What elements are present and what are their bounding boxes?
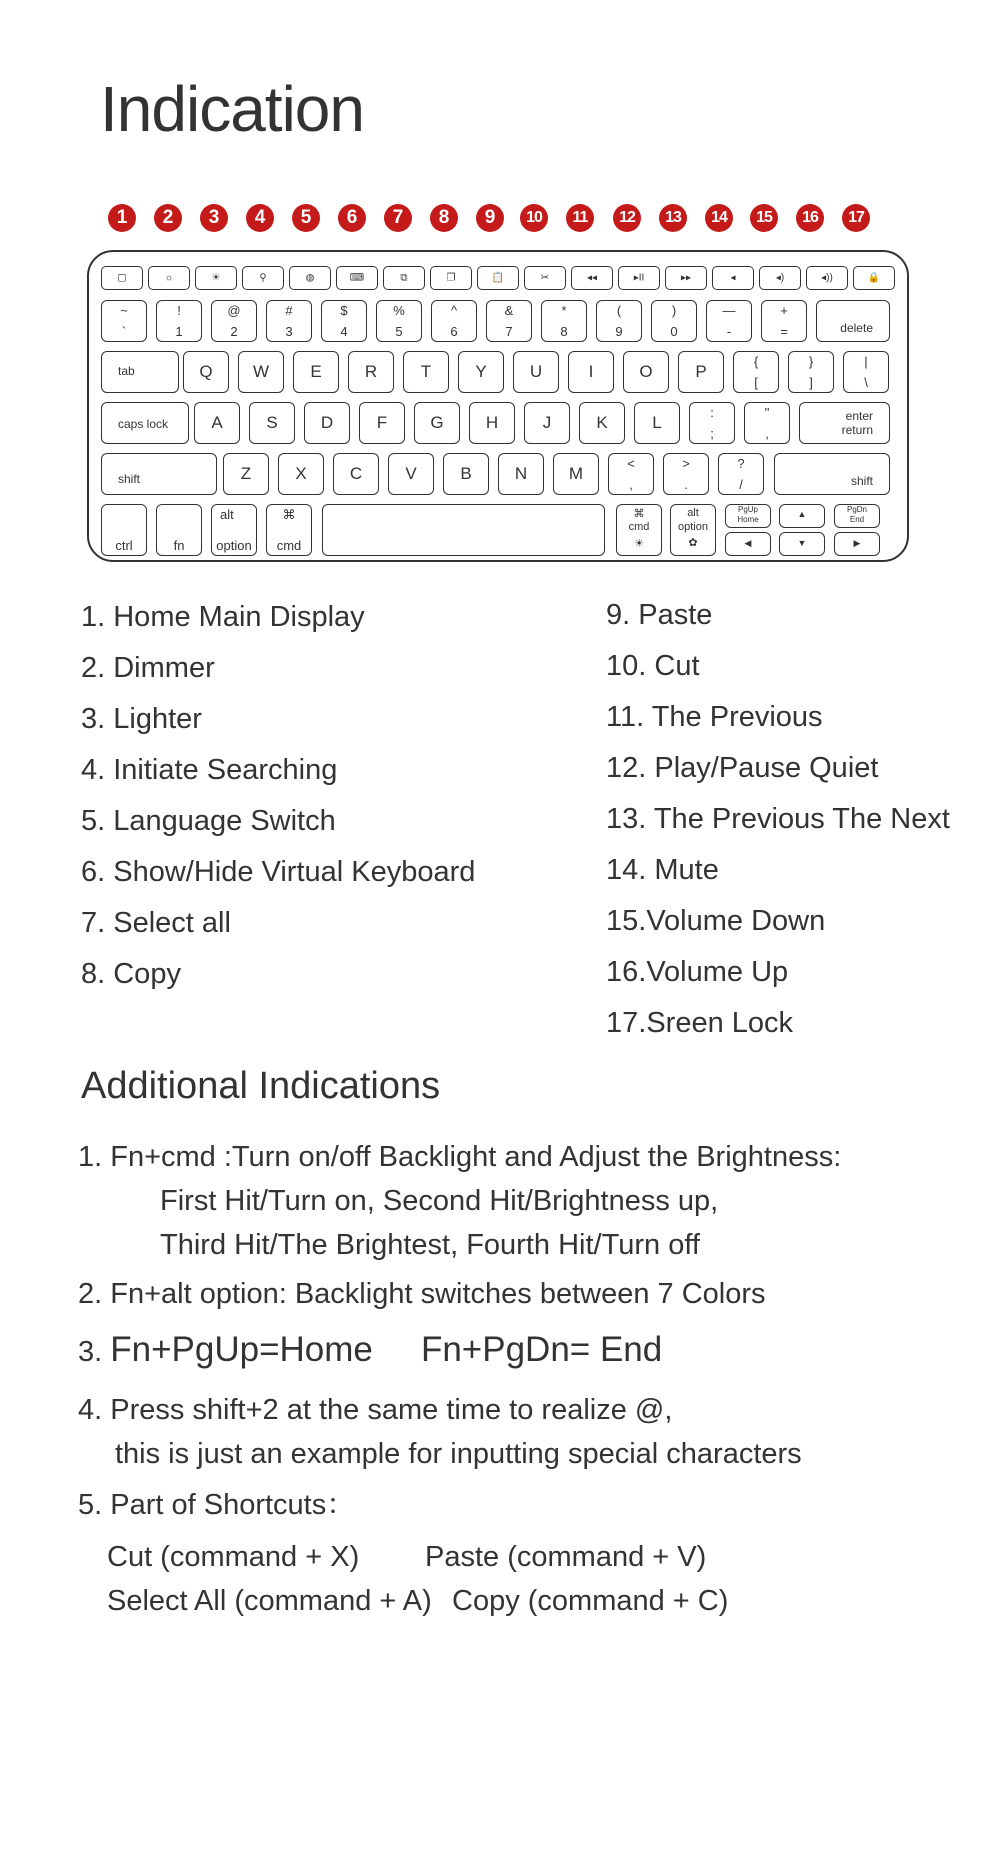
additional-item-2: 2. Fn+alt option: Backlight switches between 7 Colors [78,1278,766,1310]
key-bottom-char: 3 [285,324,293,339]
badge-2: 2 [154,204,182,232]
fn-key-13[interactable] [665,266,707,290]
shortcut-copy: Copy (command + C) [452,1585,729,1617]
key-letter: N [514,464,528,483]
volume-up-icon: ◂)) [821,272,833,284]
key-w[interactable] [238,351,284,393]
key-letter: S [266,413,278,432]
key-x[interactable] [278,453,324,495]
key-letter: G [430,413,444,432]
indication-item-12: 12. Play/Pause Quiet [606,752,879,784]
key-sym-1[interactable] [788,351,834,393]
shortcuts-block [107,1535,728,1623]
key-bottom-char: 7 [505,324,513,339]
pgup-home-text: Fn+PgUp=Home [110,1330,373,1369]
key-top-char: # [285,303,293,318]
arrow-right-icon: ▶ [853,538,861,548]
indication-item-14: 14. Mute [606,854,719,886]
key-top-char: ^ [450,303,458,318]
delete-key[interactable] [816,300,890,342]
key-bottom-char: = [780,324,788,339]
key-bottom-char: 8 [560,324,568,339]
fn-key-1[interactable] [101,266,143,290]
arrow-left-key[interactable] [725,532,771,556]
fn-key-6[interactable] [336,266,378,290]
key-9[interactable] [596,300,642,342]
keyboard-diagram [87,250,909,562]
additional-item-1-line-1: 1. Fn+cmd :Turn on/off Backlight and Adjust the Brightness: [78,1141,842,1173]
key-letter: H [485,413,499,432]
badge-7: 7 [384,204,412,232]
additional-item-4 [78,1388,802,1476]
key-letter: J [542,413,552,432]
key-v[interactable] [388,453,434,495]
option-label: option [678,521,708,533]
key-letter: Z [240,464,252,483]
key-top-char: ! [177,303,181,318]
key-bottom-char: ` [121,324,127,339]
alt-option-key[interactable] [211,504,257,556]
shift-label: shift [850,474,873,488]
key-letter: T [420,362,432,381]
key-`[interactable] [101,300,147,342]
key-top-char: % [393,303,405,318]
key-m[interactable] [553,453,599,495]
key-top-char: | [864,354,868,369]
mute-icon: ◂ [730,272,736,284]
key-letter: Q [199,362,213,381]
shortcut-select-all: Select All (command + A) [107,1585,432,1617]
key-letter: M [568,464,584,483]
key-=[interactable] [761,300,807,342]
arrow-up-key[interactable] [779,504,825,528]
key-d[interactable] [304,402,350,444]
key-top-char: ? [737,456,745,471]
next-icon: ▸▸ [680,272,692,284]
page-title: Indication [100,73,364,145]
key-j[interactable] [524,402,570,444]
badge-8: 8 [430,204,458,232]
key-top-char: & [504,303,514,318]
indication-item-3: 3. Lighter [81,703,202,735]
color-switch-icon: ✿ [688,537,698,549]
additional-item-4-line-2: this is just an example for inputting special characters [115,1438,802,1470]
fn-key-10[interactable] [524,266,566,290]
tab-key[interactable] [101,351,179,393]
fn-key-11[interactable] [571,266,613,290]
key-bottom-char: , [765,426,769,441]
alt-label: alt [220,507,234,522]
indication-item-16: 16.Volume Up [606,956,789,988]
badge-row [108,204,888,236]
lighter-icon: ☀ [211,272,221,284]
key-t[interactable] [403,351,449,393]
key-top-char: — [722,303,736,318]
key-bottom-char: 1 [175,324,183,339]
pgdn-end-text: Fn+PgDn= End [420,1330,663,1369]
key-letter: I [588,362,594,381]
key-top-char: ) [671,303,677,318]
volume-down-icon: ◂) [775,272,785,284]
fn-key-12[interactable] [618,266,660,290]
indication-item-4: 4. Initiate Searching [81,754,338,786]
indication-item-7: 7. Select all [81,907,231,939]
key-letter: Y [475,362,487,381]
previous-icon: ◂◂ [586,272,598,284]
badge-15: 15 [750,204,778,232]
shortcut-paste: Paste (command + V) [425,1541,707,1573]
search-icon: ⚲ [259,272,267,284]
key-1[interactable] [156,300,202,342]
fn-key-3[interactable] [195,266,237,290]
ctrl-label: ctrl [115,538,133,553]
key-top-char: ~ [120,303,128,318]
fn-key-9[interactable] [477,266,519,290]
key-0[interactable] [651,300,697,342]
arrow-right-key[interactable] [834,532,880,556]
key-n[interactable] [498,453,544,495]
fn-key-15[interactable] [759,266,801,290]
key-y[interactable] [458,351,504,393]
key-bottom-char: 5 [395,324,403,339]
fn-key[interactable] [156,504,202,556]
badge-9: 9 [476,204,504,232]
key-letter: P [695,362,707,381]
fn-key-17[interactable] [853,266,895,290]
cmd-label: cmd [276,538,302,553]
indication-list-right [606,590,950,1049]
key-letter: U [529,362,543,381]
ctrl-key[interactable] [101,504,147,556]
key-8[interactable] [541,300,587,342]
key-b[interactable] [443,453,489,495]
pgup-label: PgUp [737,505,758,514]
key-bottom-char: 2 [230,324,238,339]
arrow-down-key[interactable] [779,532,825,556]
key-sym4-0[interactable] [608,453,654,495]
cut-icon: ✂ [540,272,550,284]
badge-3: 3 [200,204,228,232]
key-letter: E [310,362,322,381]
key-letter: A [211,413,223,432]
delete-label: delete [840,321,873,335]
additional-item-3 [78,1322,662,1380]
key-sym4-1[interactable] [663,453,709,495]
key-top-char: { [753,354,759,369]
key-q[interactable] [183,351,229,393]
left-shift-key[interactable] [101,453,217,495]
additional-item-4-line-1: 4. Press shift+2 at the same time to realize @, [78,1394,673,1426]
arrow-up-icon: ▲ [797,509,807,519]
indication-item-1: 1. Home Main Display [81,601,365,633]
key-top-char: > [682,456,690,471]
key-bottom-char: [ [754,375,758,390]
key-top-char: * [561,303,567,318]
key-a[interactable] [194,402,240,444]
key-e[interactable] [293,351,339,393]
key-bottom-char: . [684,477,688,492]
indication-item-13: 13. The Previous The Next [606,803,950,835]
key-bottom-char: / [739,477,743,492]
key-top-char: + [780,303,788,318]
badge-12: 12 [613,204,641,232]
indication-item-9: 9. Paste [606,599,713,631]
paste-icon: 📋 [491,272,505,284]
key-c[interactable] [333,453,379,495]
key-o[interactable] [623,351,669,393]
alt-label: alt [687,507,699,519]
key-k[interactable] [579,402,625,444]
indication-item-6: 6. Show/Hide Virtual Keyboard [81,856,476,888]
arrow-down-icon: ▼ [797,538,807,548]
key-top-char: } [808,354,814,369]
additional-item-5: 5. Part of Shortcuts： [78,1489,356,1521]
key-h[interactable] [469,402,515,444]
pgdn-label: PgDn [846,505,867,514]
key-bottom-char: ] [809,375,813,390]
right-cmd-key[interactable] [616,504,662,556]
indication-item-5: 5. Language Switch [81,805,336,837]
indication-item-8: 8. Copy [81,958,181,990]
home-label: Home [737,515,759,524]
enter-key[interactable] [799,402,890,444]
key-2[interactable] [211,300,257,342]
key-s[interactable] [249,402,295,444]
key-l[interactable] [634,402,680,444]
badge-13: 13 [659,204,687,232]
key-bottom-char: - [726,324,732,339]
key-p[interactable] [678,351,724,393]
shift-label: shift [118,472,141,486]
key-letter: D [320,413,334,432]
pgdn-end-key[interactable] [834,504,880,528]
key-letter: X [295,464,307,483]
indication-item-17: 17.Sreen Lock [606,1007,794,1039]
fn-label: fn [173,538,185,553]
badge-5: 5 [292,204,320,232]
globe-icon: ◍ [305,272,315,284]
key-3[interactable] [266,300,312,342]
tab-label: tab [118,364,135,378]
key-z[interactable] [223,453,269,495]
right-option-key[interactable] [670,504,716,556]
key-sym3-1[interactable] [744,402,790,444]
indication-list-left [81,592,475,1000]
space-bar[interactable] [322,504,605,556]
fn-key-14[interactable] [712,266,754,290]
key-letter: O [639,362,653,381]
key-sym-0[interactable] [733,351,779,393]
copy-icon: ❐ [446,272,456,284]
lock-icon: 🔒 [867,272,881,284]
key-top-char: ( [616,303,622,318]
caps-lock-key[interactable] [101,402,189,444]
key-letter: V [405,464,417,483]
fn-key-5[interactable] [289,266,331,290]
additional-item-1 [78,1135,841,1267]
additional-item-1-line-2: First Hit/Turn on, Second Hit/Brightness up, [160,1185,719,1217]
home-icon: ▢ [117,272,127,284]
key-6[interactable] [431,300,477,342]
cmd-key[interactable] [266,504,312,556]
key-sym-2[interactable] [843,351,889,393]
key-top-char: : [710,405,714,420]
additional-indications-title: Additional Indications [81,1065,441,1107]
key-r[interactable] [348,351,394,393]
indication-item-10: 10. Cut [606,650,700,682]
select-all-icon: ⧉ [400,272,408,284]
key-letter: B [460,464,472,483]
cmd-label: cmd [628,521,650,533]
key-letter: R [364,362,378,381]
key-letter: K [596,413,608,432]
cmd-symbol: ⌘ [282,507,296,522]
key-bottom-char: 4 [340,324,348,339]
badge-10: 10 [520,204,548,232]
key-bottom-char: , [629,477,633,492]
key-top-char: $ [340,303,348,318]
caps-lock-label: caps lock [118,417,169,431]
key-sym3-0[interactable] [689,402,735,444]
key-bottom-char: \ [864,375,868,390]
pgup-home-key[interactable] [725,504,771,528]
return-label: return [841,423,873,437]
key-bottom-char: ; [710,426,714,441]
key--[interactable] [706,300,752,342]
key-g[interactable] [414,402,460,444]
key-bottom-char: 9 [615,324,623,339]
key-letter: F [376,413,388,432]
backlight-icon: ☀ [634,538,644,550]
badge-4: 4 [246,204,274,232]
key-u[interactable] [513,351,559,393]
key-top-char: @ [227,303,241,318]
key-bottom-char: 6 [450,324,458,339]
keyboard-icon: ⌨ [349,272,365,284]
additional-item-1-line-3: Third Hit/The Brightest, Fourth Hit/Turn off [160,1229,700,1261]
badge-1: 1 [108,204,136,232]
badge-14: 14 [705,204,733,232]
play-pause-icon: ▸II [633,272,645,284]
key-f[interactable] [359,402,405,444]
key-letter: W [252,362,270,381]
key-7[interactable] [486,300,532,342]
key-i[interactable] [568,351,614,393]
fn-key-7[interactable] [383,266,425,290]
indication-item-15: 15.Volume Down [606,905,826,937]
key-bottom-char: 0 [670,324,678,339]
key-letter: C [349,464,363,483]
key-4[interactable] [321,300,367,342]
fn-key-2[interactable] [148,266,190,290]
indication-item-2: 2. Dimmer [81,652,215,684]
shortcut-cut: Cut (command + X) [107,1541,360,1573]
key-sym4-2[interactable] [718,453,764,495]
badge-16: 16 [796,204,824,232]
key-top-char: < [627,456,635,471]
dimmer-icon: ☼ [164,272,174,284]
fn-key-16[interactable] [806,266,848,290]
key-letter: L [652,413,662,432]
option-label: option [216,538,252,553]
key-top-char: " [764,405,770,420]
enter-label: enter [845,409,873,423]
badge-11: 11 [566,204,594,232]
additional-item-3-number: 3. [78,1336,103,1368]
fn-key-8[interactable] [430,266,472,290]
key-5[interactable] [376,300,422,342]
badge-6: 6 [338,204,366,232]
end-label: End [849,515,865,524]
badge-17: 17 [842,204,870,232]
arrow-left-icon: ◀ [744,538,752,548]
fn-key-4[interactable] [242,266,284,290]
cmd-symbol: ⌘ [633,508,645,520]
indication-item-11: 11. The Previous [606,701,823,733]
right-shift-key[interactable] [774,453,890,495]
